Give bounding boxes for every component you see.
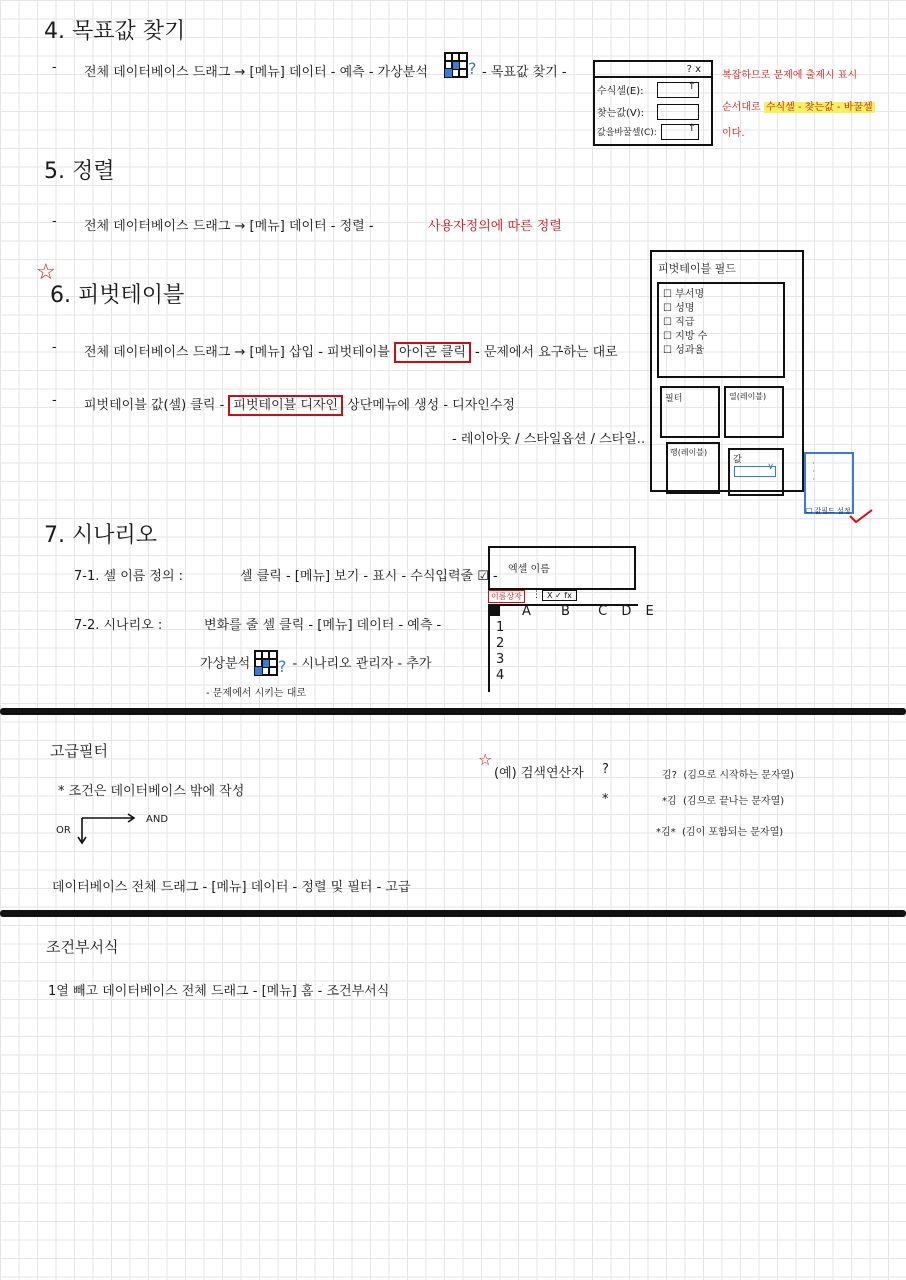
pivot-field-checkbox[interactable]: ☐ 직급 <box>663 317 695 328</box>
column-header: C <box>598 604 608 619</box>
wildcard-pattern: *김 <box>662 796 677 807</box>
dialog-input[interactable] <box>657 104 699 120</box>
section-5-steps: 전체 데이터베이스 드래그 → [메뉴] 데이터 - 정렬 - <box>84 219 374 234</box>
popup-item-label: 값필드 설정 <box>814 507 851 515</box>
excel-row-headers <box>496 620 504 684</box>
line-text: 가상분석 <box>200 656 251 672</box>
pivot-panel-title: 피벗테이블 필드 <box>658 262 736 275</box>
adv-filter-condition: * 조건은 데이터베이스 밖에 작성 <box>58 784 245 799</box>
line-text: 전체 데이터베이스 드래그 → [메뉴] 삽입 - 피벗테이블 <box>84 345 390 360</box>
column-header: D <box>621 604 632 619</box>
row-header: 2 <box>496 636 505 651</box>
row-header: 1 <box>496 620 505 635</box>
svg-text:?: ? <box>278 657 287 676</box>
formula-input[interactable]: X ✓ fx <box>542 590 577 601</box>
svg-text:?: ? <box>468 59 477 78</box>
chevron-down-icon: ∨ <box>767 462 774 472</box>
section-7-2-line2 <box>200 650 431 678</box>
field-label: 지방 수 <box>675 331 708 342</box>
goal-seek-note-line1: 복잡하므로 문제에 출제시 표시 <box>722 70 858 81</box>
section-7-1-steps: 셀 클릭 - [메뉴] 보기 - 표시 - 수식입력줄 ☑ - <box>240 569 498 584</box>
section-7-2-line3: - 문제에서 시키는 대로 <box>206 688 307 699</box>
section-4-dash: - <box>52 60 57 75</box>
goal-seek-note-line3: 이다. <box>722 128 745 139</box>
pivot-field-checkbox[interactable]: ☐ 부서명 <box>663 289 705 300</box>
section-5-dash: - <box>52 214 57 229</box>
section-6-line2 <box>84 394 515 413</box>
wildcard-row <box>656 823 783 838</box>
wildcard-title: (예) 검색연산자 <box>494 766 584 781</box>
excel-title-label: 엑셀 이름 <box>508 564 550 575</box>
area-label: 필터 <box>665 394 683 404</box>
wildcard-pattern: *김* <box>656 827 676 838</box>
section-6-dash: - <box>52 393 57 408</box>
section-4-steps: 전체 데이터베이스 드래그 → [메뉴] 데이터 - 예측 - 가상분석 <box>84 65 428 80</box>
value-field-settings-item[interactable]: ☐ 값필드 설정 <box>806 507 851 515</box>
section-6-dash: - <box>52 340 57 355</box>
column-header: E <box>645 604 654 619</box>
wildcard-symbol: ? <box>602 762 609 777</box>
section-5-heading: 5. 정렬 <box>44 159 115 184</box>
section-6-heading: 6. 피벗테이블 <box>50 283 185 308</box>
pivot-field-panel <box>650 250 804 492</box>
value-field-popup: · · · <box>804 452 854 514</box>
pivot-field-list <box>657 282 785 378</box>
section-7-2-label: 7-2. 시나리오 : <box>74 618 163 633</box>
excel-title-box <box>488 546 636 590</box>
column-header: B <box>561 604 570 619</box>
pivot-columns-area[interactable] <box>724 386 784 438</box>
wildcard-row <box>662 792 784 807</box>
area-label: 열(레이블) <box>729 392 767 401</box>
section-6-line3: - 레이아웃 / 스타일옵션 / 스타일.. <box>452 432 646 447</box>
what-if-grid-icon <box>444 52 478 84</box>
value-field-chip[interactable] <box>734 462 776 477</box>
star-icon: ☆ <box>478 750 493 769</box>
pivot-field-checkbox[interactable]: ☐ 지방 수 <box>663 331 708 342</box>
wildcard-symbol: * <box>602 792 609 807</box>
goal-seek-dialog <box>593 60 713 146</box>
adv-filter-steps: 데이터베이스 전체 드래그 - [메뉴] 데이터 - 정렬 및 필터 - 고급 <box>52 880 411 895</box>
section-5-red-steps: 사용자정의에 따른 정렬 <box>428 219 562 234</box>
line-text: - 문제에서 요구하는 대로 <box>475 345 618 360</box>
checkmark-icon <box>848 508 874 528</box>
section-7-heading: 7. 시나리오 <box>44 523 157 548</box>
section-7-2-line1: 변화를 줄 셀 클릭 - [메뉴] 데이터 - 예측 - <box>204 618 442 633</box>
dialog-input[interactable] <box>657 82 699 98</box>
area-label: 값 <box>733 455 742 465</box>
name-box[interactable]: 이름상자 <box>488 590 525 603</box>
line-text: 피벗테이블 값(셀) 클릭 - <box>84 398 225 413</box>
and-label: AND <box>146 814 169 825</box>
pivot-design-box: 피벗테이블 디자인 <box>228 395 343 416</box>
icon-click-box: 아이콘 클릭 <box>394 342 471 363</box>
wildcard-row <box>662 766 794 781</box>
row-header: 4 <box>496 668 505 683</box>
arrow-up-icon: ↑ <box>687 81 696 92</box>
pivot-field-checkbox[interactable]: ☐ 성명 <box>663 303 695 314</box>
pivot-field-checkbox[interactable]: ☐ 성과율 <box>663 345 705 356</box>
note-text: 순서대로 <box>722 102 761 113</box>
goal-seek-note-line2 <box>722 98 875 113</box>
column-header: A <box>522 604 531 619</box>
field-label: 부서명 <box>675 289 705 300</box>
formula-separator: ⋮ <box>532 590 541 600</box>
section-4-heading: 4. 목표값 찾기 <box>44 19 186 44</box>
line-text: - 시나리오 관리자 - 추가 <box>292 656 432 672</box>
or-and-arrows <box>74 812 144 850</box>
row-header: 3 <box>496 652 505 667</box>
note-highlight: 수식셀 - 찾는값 - 바꿀셀 <box>765 102 873 113</box>
pivot-filter-area[interactable] <box>660 386 720 438</box>
section-divider <box>0 910 906 917</box>
section-7-1-label: 7-1. 셀 이름 정의 : <box>74 569 184 584</box>
what-if-grid-icon <box>254 650 288 678</box>
wildcard-desc: (김으로 시작하는 문자열) <box>683 770 795 781</box>
field-label: 직급 <box>675 317 695 328</box>
wildcard-pattern: 김? <box>662 770 677 781</box>
dialog-input[interactable] <box>661 124 699 140</box>
adv-filter-heading: 고급필터 <box>50 742 108 760</box>
cond-format-heading: 조건부서식 <box>46 938 119 956</box>
dialog-controls: ? x <box>686 64 701 75</box>
area-label: 행(레이블) <box>670 448 708 457</box>
star-icon: ☆ <box>36 260 56 285</box>
cond-format-steps: 1열 빼고 데이터베이스 전체 드래그 - [메뉴] 홈 - 조건부서식 <box>48 984 390 999</box>
pivot-field-items <box>663 288 707 358</box>
dialog-field-label: 수식셀(E): <box>597 86 644 97</box>
pivot-rows-area[interactable] <box>666 442 720 494</box>
dialog-field-label: 값을바꿀셀(C): <box>597 128 657 138</box>
or-label: OR <box>56 825 71 836</box>
field-label: 성명 <box>675 303 695 314</box>
excel-column-headers <box>522 604 654 619</box>
field-label: 성과율 <box>675 345 705 356</box>
section-divider <box>0 708 906 715</box>
arrow-up-icon: ↑ <box>687 123 696 134</box>
pivot-values-area[interactable] <box>728 448 784 496</box>
dialog-field-label: 찾는값(V): <box>597 108 644 119</box>
wildcard-desc: (김이 포함되는 문자열) <box>682 827 784 838</box>
section-6-line1 <box>84 341 618 360</box>
wildcard-desc: (김으로 끝나는 문자열) <box>683 796 785 807</box>
line-text: 상단메뉴에 생성 - 디자인수정 <box>347 398 515 413</box>
section-4-steps-end: - 목표값 찾기 - <box>482 65 567 80</box>
